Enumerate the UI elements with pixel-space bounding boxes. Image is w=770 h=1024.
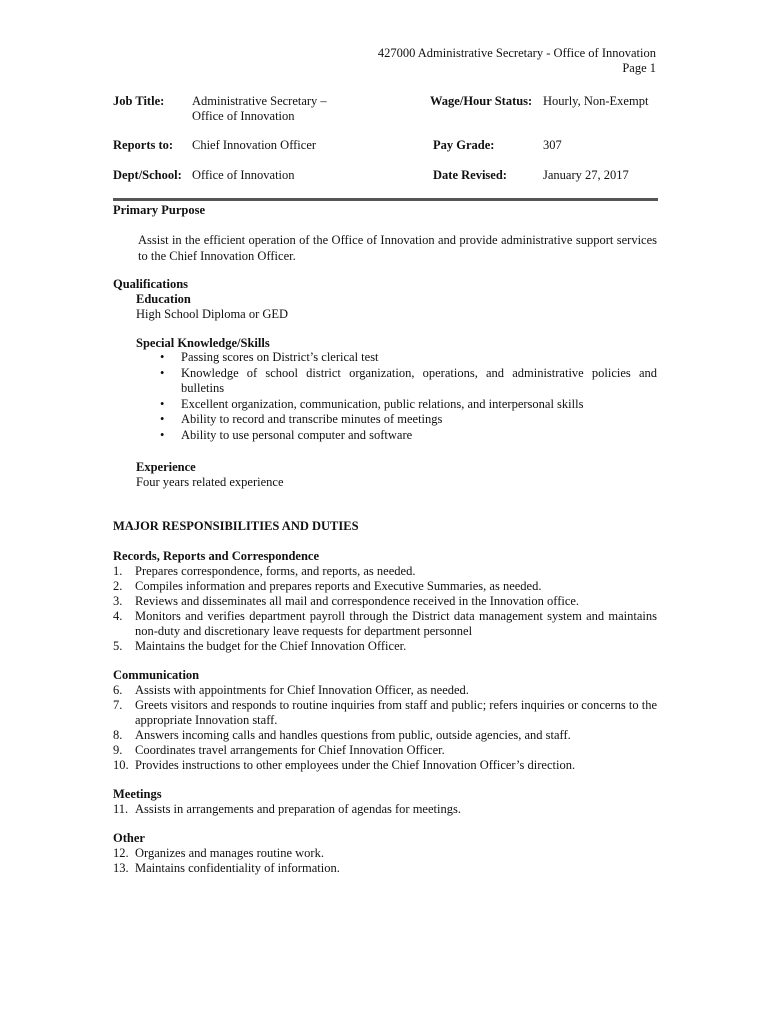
pay-grade-value: 307 [543, 138, 562, 152]
page-number: Page 1 [622, 61, 656, 75]
date-revised-value: January 27, 2017 [543, 168, 629, 182]
duty-text: Maintains confidentiality of information. [135, 861, 340, 875]
duty-item [113, 728, 657, 743]
header-divider [113, 198, 658, 201]
duty-text: Assists in arrangements and preparation of agendas for meetings. [135, 802, 461, 816]
duty-number: 1. [113, 564, 123, 578]
duty-number: 3. [113, 594, 123, 608]
duty-number: 4. [113, 609, 123, 623]
experience-text: Four years related experience [136, 475, 284, 489]
qualifications-heading: Qualifications [113, 277, 189, 291]
pay-grade-label: Pay Grade: [433, 138, 495, 152]
primary-purpose-text: Assist in the efficient operation of the Office of Innovation and provide administrative support services to the Chief Innovation Officer. [138, 233, 657, 263]
page-header [378, 46, 656, 76]
duties-list [113, 802, 657, 817]
wage-status-label: Wage/Hour Status: [430, 94, 533, 108]
dept-school-value: Office of Innovation [192, 168, 295, 182]
skill-item: • Excellent organization, communication, public relations, and interpersonal skills [160, 397, 657, 413]
duties-list [113, 846, 657, 876]
job-title-line-1: Administrative Secretary – [192, 94, 327, 108]
section-title: Records, Reports and Correspondence [113, 549, 320, 563]
duty-number: 6. [113, 683, 123, 697]
document-title: 427000 Administrative Secretary - Office of Innovation [377, 46, 656, 60]
skill-item: • Passing scores on District’s clerical test [160, 350, 657, 366]
education-heading: Education [136, 292, 191, 306]
duty-text: Prepares correspondence, forms, and reports, as needed. [135, 564, 416, 578]
duty-number: 5. [113, 639, 123, 653]
skill-item: • Ability to use personal computer and software [160, 428, 657, 444]
duty-item [113, 802, 657, 817]
duty-item [113, 639, 657, 654]
duty-item [113, 683, 657, 698]
duty-item [113, 564, 657, 579]
duty-text: Coordinates travel arrangements for Chief Innovation Officer. [135, 743, 445, 757]
duty-number: 11. [113, 802, 129, 816]
section-title: Communication [113, 668, 200, 682]
duty-text: Monitors and verifies department payroll through the District data management system and maintains non-duty and discretionary leave requests for department personnel [135, 609, 657, 638]
duty-item [113, 698, 657, 728]
duty-number: 8. [113, 728, 123, 742]
education-text: High School Diploma or GED [136, 307, 289, 321]
duties-section-communication [113, 668, 657, 773]
duty-text: Provides instructions to other employees under the Chief Innovation Officer’s direction. [135, 758, 576, 772]
duty-text: Assists with appointments for Chief Innovation Officer, as needed. [135, 683, 469, 697]
duty-item [113, 846, 657, 861]
skills-list [160, 350, 657, 443]
duty-text: Greets visitors and responds to routine inquiries from staff and public; refers inquiries or concerns to the appropriate Innovation staff. [135, 698, 657, 727]
duties-heading: MAJOR RESPONSIBILITIES AND DUTIES [113, 519, 359, 533]
primary-purpose-heading: Primary Purpose [113, 203, 205, 217]
experience-heading: Experience [136, 460, 196, 474]
date-revised-label: Date Revised: [433, 168, 507, 182]
wage-status-value: Hourly, Non-Exempt [543, 94, 649, 108]
duty-text: Answers incoming calls and handles questions from public, outside agencies, and staff. [135, 728, 571, 742]
duty-text: Maintains the budget for the Chief Innovation Officer. [135, 639, 407, 653]
duties-section-records [113, 549, 657, 654]
duty-text: Organizes and manages routine work. [135, 846, 324, 860]
skill-item: • Ability to record and transcribe minutes of meetings [160, 412, 657, 428]
section-title: Meetings [113, 787, 162, 801]
duty-item [113, 743, 657, 758]
duties-section-other [113, 831, 657, 876]
duty-number: 9. [113, 743, 123, 757]
reports-to-value: Chief Innovation Officer [192, 138, 317, 152]
duty-number: 2. [113, 579, 123, 593]
duties-list [113, 683, 657, 773]
job-title-value [192, 94, 327, 124]
duty-item [113, 861, 657, 876]
duty-item [113, 594, 657, 609]
duties-list [113, 564, 657, 654]
skill-item: • Knowledge of school district organization, operations, and administrative policies and bulletins [160, 366, 657, 397]
duty-text: Compiles information and prepares reports and Executive Summaries, as needed. [135, 579, 542, 593]
duty-number: 10. [113, 758, 129, 772]
duty-item [113, 579, 657, 594]
dept-school-label: Dept/School: [113, 168, 182, 182]
job-title-line-2: Office of Innovation [192, 109, 295, 123]
section-title: Other [113, 831, 145, 845]
duty-text: Reviews and disseminates all mail and correspondence received in the Innovation office. [135, 594, 580, 608]
duty-number: 13. [113, 861, 129, 875]
duties-section-meetings [113, 787, 657, 817]
duty-item [113, 609, 657, 639]
reports-to-label: Reports to: [113, 138, 174, 152]
job-title-label: Job Title: [113, 94, 165, 108]
skills-heading: Special Knowledge/Skills [136, 336, 270, 350]
duty-number: 12. [113, 846, 129, 860]
duty-item [113, 758, 657, 773]
duty-number: 7. [113, 698, 123, 712]
